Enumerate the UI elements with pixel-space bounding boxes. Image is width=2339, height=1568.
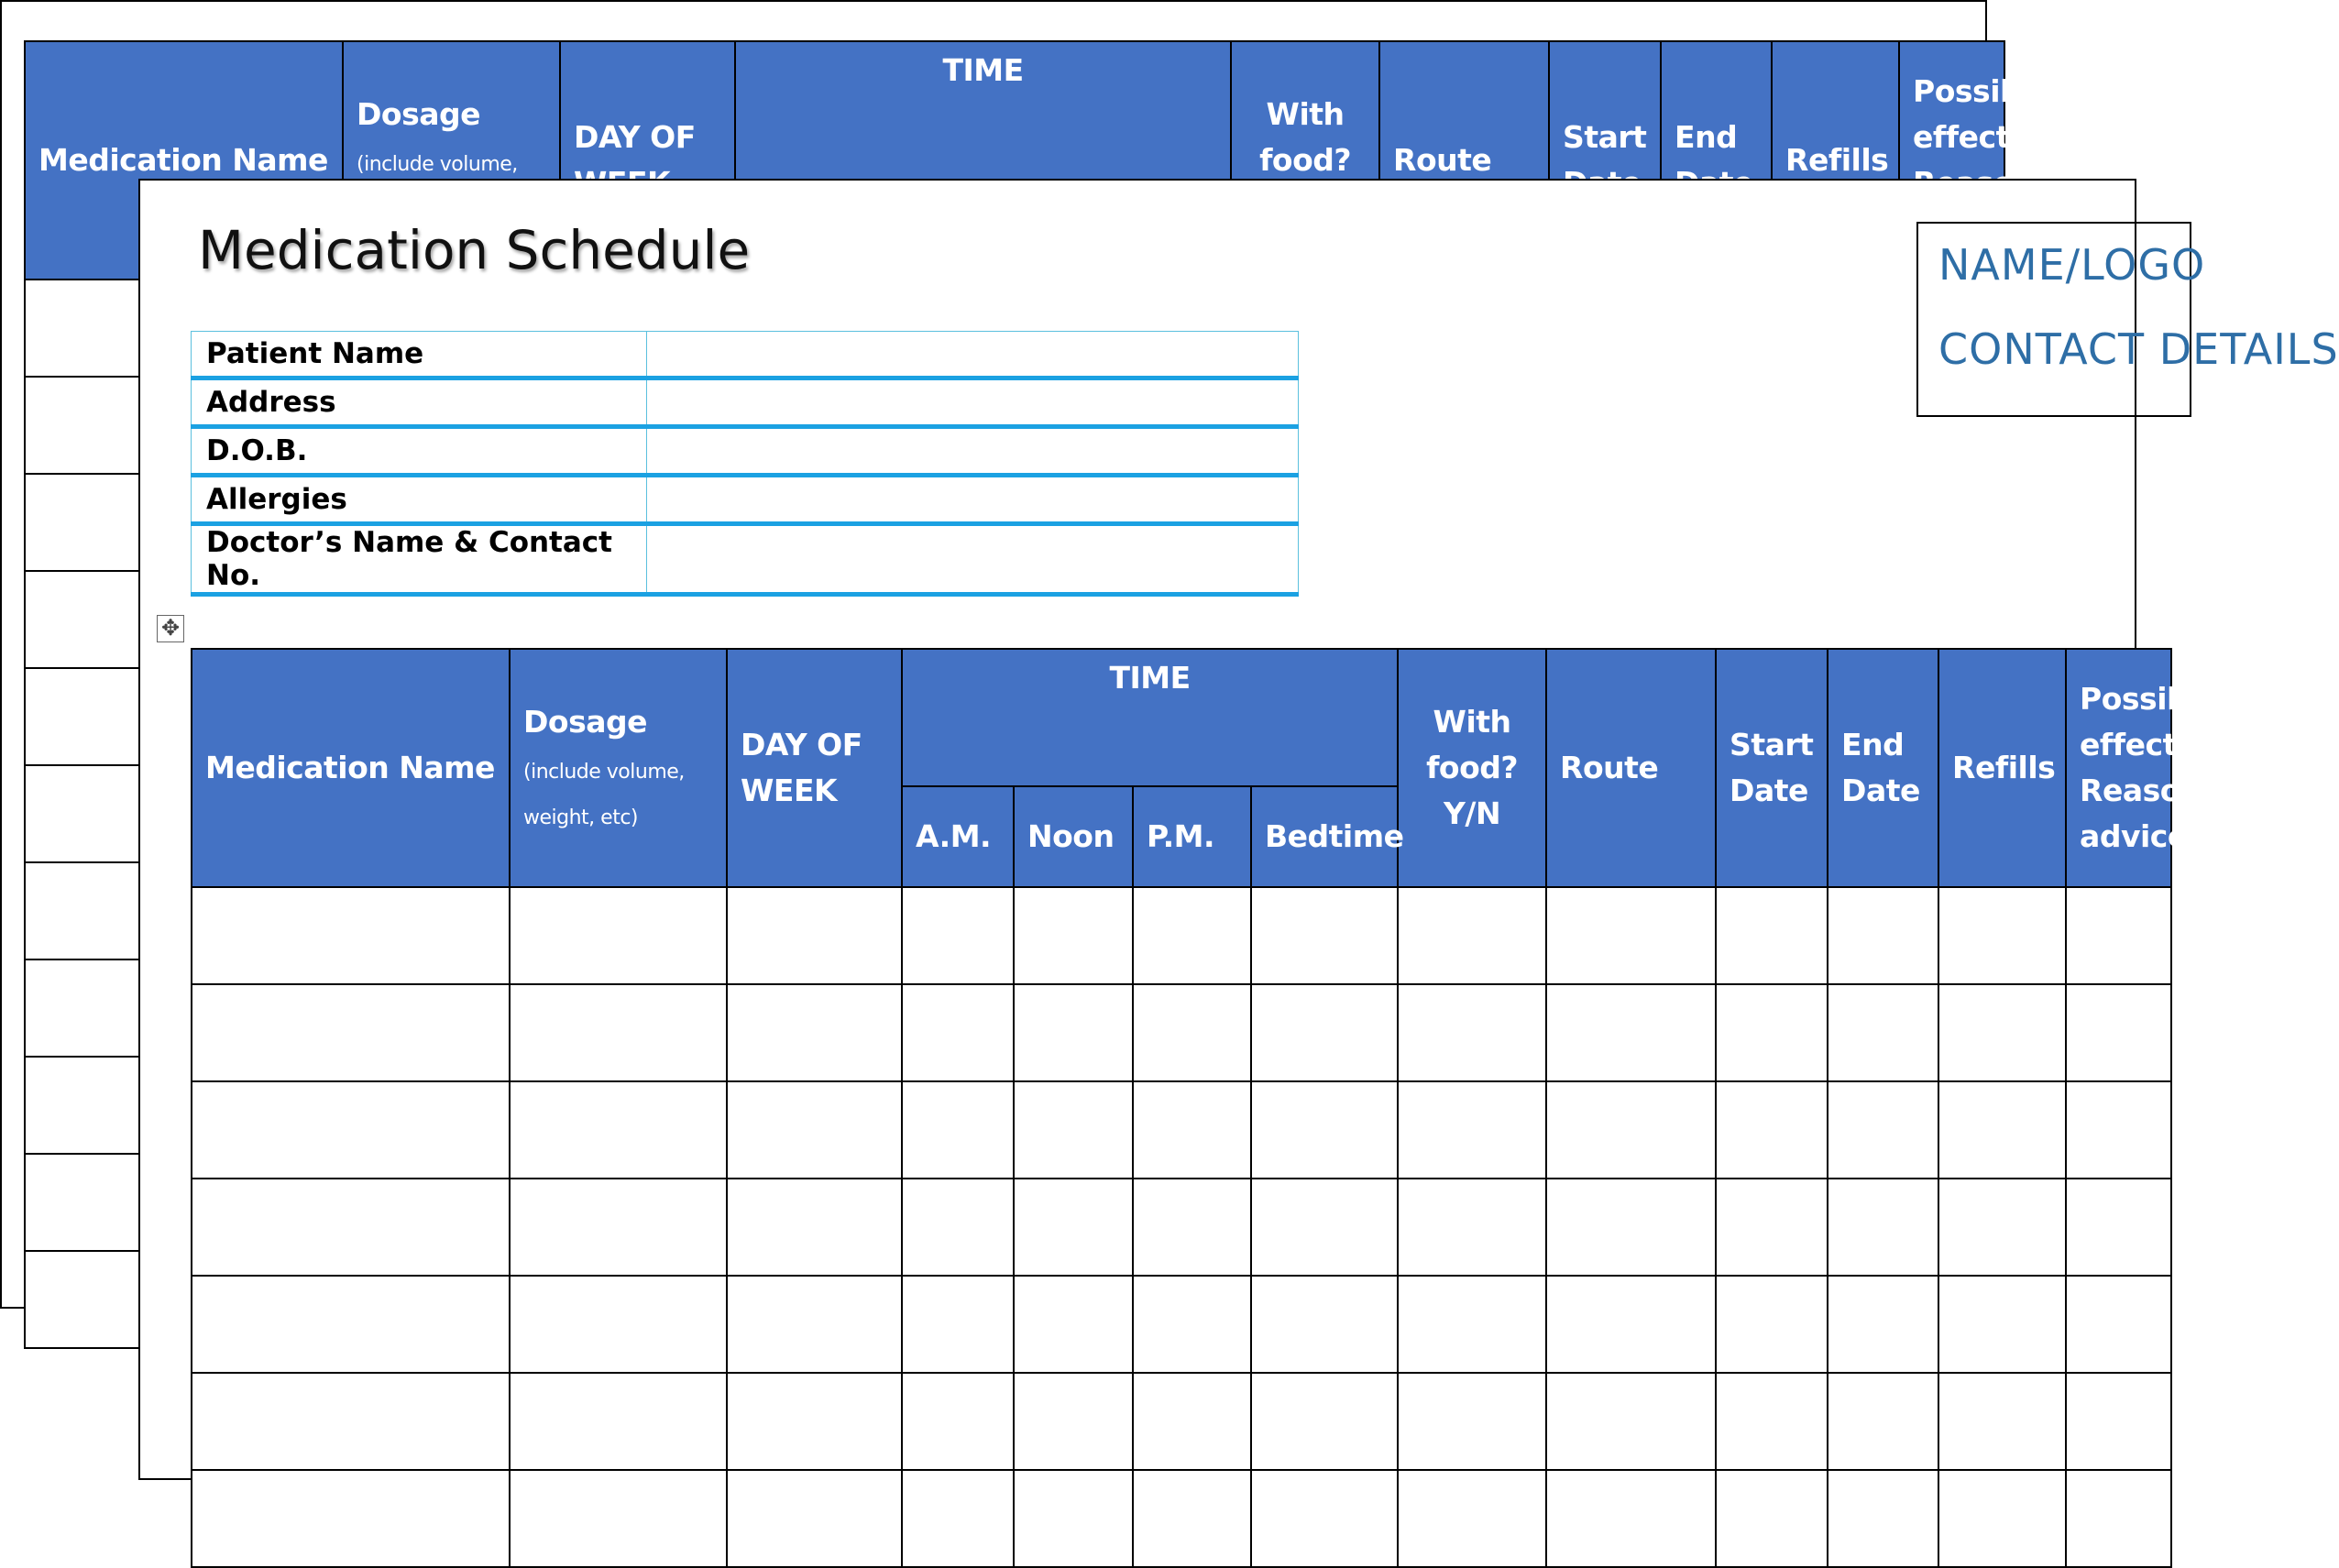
patient-info-row — [192, 378, 1299, 427]
table-cell[interactable] — [902, 1081, 1014, 1179]
table-cell[interactable] — [1716, 1373, 1828, 1470]
table-cell[interactable] — [727, 1470, 902, 1567]
medication-table — [191, 648, 2218, 1568]
table-cell[interactable] — [1251, 1470, 1398, 1567]
table-cell[interactable] — [1398, 1081, 1546, 1179]
table-cell[interactable] — [1251, 984, 1398, 1081]
table-cell[interactable] — [2066, 1470, 2171, 1567]
header-end-date: End Date — [1828, 649, 1938, 887]
header-medication-name: Medication Name — [192, 649, 510, 887]
table-cell[interactable] — [1828, 1276, 1938, 1373]
table-cell[interactable] — [727, 1276, 902, 1373]
table-cell[interactable] — [727, 1373, 902, 1470]
table-cell[interactable] — [1938, 1179, 2066, 1276]
table-cell[interactable] — [1716, 1276, 1828, 1373]
table-cell[interactable] — [1251, 887, 1398, 984]
header-refills: Refills — [1938, 649, 2066, 887]
back-header-end-date: End — [1661, 41, 1772, 280]
back-header-possible-effects: Possible effects — [1899, 41, 2004, 280]
table-cell[interactable] — [2066, 1081, 2171, 1179]
table-cell[interactable] — [1251, 1276, 1398, 1373]
table-cell[interactable] — [1398, 1373, 1546, 1470]
table-cell[interactable] — [902, 984, 1014, 1081]
table-cell[interactable] — [1133, 1373, 1251, 1470]
table-cell[interactable] — [1938, 1470, 2066, 1567]
header-am: A.M. — [902, 786, 1014, 887]
back-header-start-date: Start — [1549, 41, 1661, 280]
dosage-note: (include volume, weight, etc) — [523, 761, 685, 829]
logo-name-text: NAME/LOGO — [1938, 240, 2206, 290]
table-row — [192, 1081, 2171, 1179]
table-cell[interactable] — [902, 1373, 1014, 1470]
table-cell[interactable] — [1546, 1179, 1716, 1276]
move-arrows-icon[interactable]: ✥ — [157, 615, 184, 642]
table-cell[interactable] — [1251, 1373, 1398, 1470]
table-cell[interactable] — [1938, 1081, 2066, 1179]
table-cell[interactable] — [1251, 1179, 1398, 1276]
patient-info-row — [192, 476, 1299, 524]
table-cell[interactable] — [1828, 887, 1938, 984]
table-row — [192, 1179, 2171, 1276]
table-cell[interactable] — [1828, 1179, 1938, 1276]
table-cell[interactable] — [1398, 1276, 1546, 1373]
table-cell[interactable] — [1133, 1179, 1251, 1276]
table-cell[interactable] — [1014, 1276, 1133, 1373]
table-cell[interactable] — [1133, 984, 1251, 1081]
patient-info-row — [192, 427, 1299, 476]
table-cell[interactable] — [192, 1081, 510, 1179]
table-cell[interactable] — [1546, 1081, 1716, 1179]
table-cell[interactable] — [1828, 1373, 1938, 1470]
table-row — [192, 1276, 2171, 1373]
table-cell[interactable] — [192, 1470, 510, 1567]
table-cell[interactable] — [1546, 1373, 1716, 1470]
table-cell[interactable] — [727, 1179, 902, 1276]
table-cell[interactable] — [1014, 1373, 1133, 1470]
table-cell[interactable] — [1398, 887, 1546, 984]
back-header-time: TIME — [735, 41, 1231, 181]
table-cell[interactable] — [2066, 887, 2171, 984]
front-page — [138, 179, 2339, 1480]
table-cell[interactable] — [1716, 1179, 1828, 1276]
page-title: Medication Schedule — [198, 219, 751, 281]
table-cell[interactable] — [192, 1276, 510, 1373]
allergies-field[interactable] — [647, 476, 1299, 524]
table-cell[interactable] — [1938, 1373, 2066, 1470]
table-cell[interactable] — [1133, 1276, 1251, 1373]
back-header-with-food: With food? — [1231, 41, 1379, 280]
back-header-dosage: Dosage (include volume, — [343, 41, 560, 280]
doctor-contact-field[interactable] — [647, 524, 1299, 595]
table-cell[interactable] — [1716, 984, 1828, 1081]
table-cell[interactable] — [1014, 1081, 1133, 1179]
table-cell[interactable] — [1014, 1179, 1133, 1276]
table-cell[interactable] — [510, 1373, 727, 1470]
table-cell[interactable] — [2066, 1276, 2171, 1373]
header-time: TIME — [902, 649, 1398, 786]
table-cell[interactable] — [1716, 887, 1828, 984]
table-cell[interactable] — [1133, 887, 1251, 984]
table-cell[interactable] — [192, 887, 510, 984]
back-header-route: Route — [1379, 41, 1549, 280]
table-cell[interactable] — [1938, 1276, 2066, 1373]
header-start-date: Start Date — [1716, 649, 1828, 887]
table-cell[interactable] — [1546, 984, 1716, 1081]
table-cell[interactable] — [1398, 984, 1546, 1081]
table-cell[interactable] — [1716, 1470, 1828, 1567]
table-row — [192, 1470, 2171, 1567]
table-row — [192, 984, 2171, 1081]
logo-contact-text: CONTACT DETAILS — [1938, 324, 2339, 374]
table-cell[interactable] — [510, 984, 727, 1081]
table-cell[interactable] — [2066, 984, 2171, 1081]
table-cell[interactable] — [192, 984, 510, 1081]
back-header-medication-name: Medication Name — [25, 41, 343, 280]
table-cell[interactable] — [1938, 887, 2066, 984]
header-with-food: With food? Y/N — [1398, 649, 1546, 887]
table-cell[interactable] — [727, 984, 902, 1081]
table-cell[interactable] — [1398, 1470, 1546, 1567]
header-possible-effects: Possible effects Reason/ advice — [2066, 649, 2171, 887]
allergies-label: Allergies — [192, 476, 647, 524]
dob-label: D.O.B. — [192, 427, 647, 476]
table-cell[interactable] — [192, 1373, 510, 1470]
patient-name-label: Patient Name — [192, 332, 647, 378]
patient-info-table — [191, 331, 1299, 597]
table-cell[interactable] — [510, 1470, 727, 1567]
table-cell[interactable] — [1828, 1081, 1938, 1179]
table-cell[interactable] — [1546, 1470, 1716, 1567]
table-cell[interactable] — [510, 1276, 727, 1373]
table-row — [192, 1373, 2171, 1470]
table-cell[interactable] — [1133, 1081, 1251, 1179]
table-cell[interactable] — [1828, 984, 1938, 1081]
header-noon: Noon — [1014, 786, 1133, 887]
address-label: Address — [192, 378, 647, 427]
table-cell[interactable] — [2066, 1373, 2171, 1470]
table-cell[interactable] — [1546, 887, 1716, 984]
table-cell[interactable] — [1014, 984, 1133, 1081]
table-cell[interactable] — [727, 1081, 902, 1179]
table-cell[interactable] — [192, 1179, 510, 1276]
table-cell[interactable] — [1251, 1081, 1398, 1179]
address-field[interactable] — [647, 378, 1299, 427]
header-dosage — [510, 649, 727, 887]
patient-name-field[interactable] — [647, 332, 1299, 378]
doctor-contact-label: Doctor’s Name & Contact No. — [192, 524, 647, 595]
table-cell[interactable] — [1014, 1470, 1133, 1567]
table-cell[interactable] — [510, 1179, 727, 1276]
table-cell[interactable] — [1398, 1179, 1546, 1276]
table-cell[interactable] — [902, 1179, 1014, 1276]
back-header-day-of-week: DAY OF — [560, 41, 735, 280]
table-cell[interactable] — [1014, 887, 1133, 984]
table-cell[interactable] — [902, 1276, 1014, 1373]
table-cell[interactable] — [1828, 1470, 1938, 1567]
header-bedtime: Bedtime — [1251, 786, 1398, 887]
header-route: Route — [1546, 649, 1716, 887]
dosage-label: Dosage — [523, 704, 647, 740]
logo-box[interactable] — [1916, 222, 2339, 417]
back-header-refills: Refills — [1772, 41, 1899, 280]
table-cell[interactable] — [510, 887, 727, 984]
table-cell[interactable] — [902, 1470, 1014, 1567]
header-pm: P.M. — [1133, 786, 1251, 887]
table-cell[interactable] — [1938, 984, 2066, 1081]
dob-field[interactable] — [647, 427, 1299, 476]
table-cell[interactable] — [902, 887, 1014, 984]
table-cell[interactable] — [727, 887, 902, 984]
table-cell[interactable] — [1546, 1276, 1716, 1373]
table-cell[interactable] — [2066, 1179, 2171, 1276]
table-cell[interactable] — [1133, 1470, 1251, 1567]
table-row — [192, 887, 2171, 984]
table-cell[interactable] — [1716, 1081, 1828, 1179]
header-day-of-week: DAY OF WEEK — [727, 649, 902, 887]
patient-info-row — [192, 524, 1299, 595]
patient-info-row — [192, 332, 1299, 378]
table-cell[interactable] — [510, 1081, 727, 1179]
